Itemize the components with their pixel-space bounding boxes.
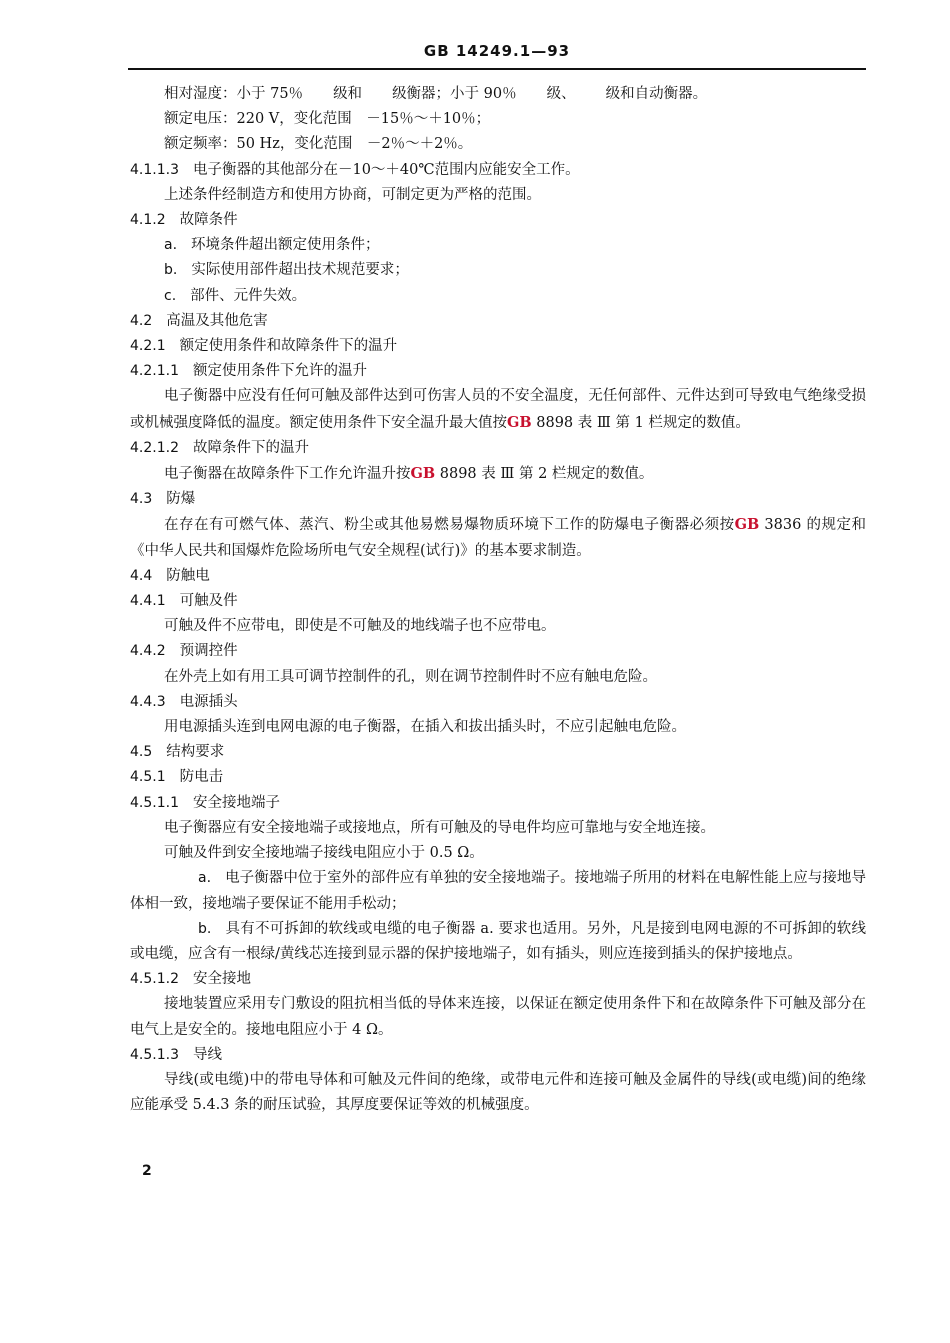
section-number: 4.4.2	[130, 643, 166, 660]
section-number: 4.5.1.2	[130, 971, 179, 988]
section-heading: 高温及其他危害	[166, 312, 268, 329]
section-number: 4.5.1.1	[130, 794, 179, 811]
list-label: a.	[164, 237, 178, 254]
section-number: 4.4.1	[130, 593, 166, 610]
section-4-3	[130, 487, 866, 512]
section-number: 4.2	[130, 312, 153, 329]
section-text: 电子衡器的其他部分在－10～＋40℃范围内应能安全工作。	[192, 161, 580, 178]
section-4-5	[130, 740, 866, 765]
section-heading: 故障条件	[179, 212, 238, 229]
section-4-2-1-1	[130, 359, 866, 384]
frequency-line: 额定频率：50 Hz，变化范围 －2％～＋2％。	[164, 136, 473, 153]
standard-reference-link[interactable]: GB	[734, 516, 760, 534]
section-heading: 结构要求	[166, 744, 225, 761]
section-heading: 可触及件	[179, 593, 238, 610]
paragraph-4-5-1-3: 导线(或电缆)中的带电导体和可触及元件间的绝缘，或带电元件和连接可触及金属件的导线(或电缆)间的绝缘应能承受 5.4.3 条的耐压试验，其厚度要保证等效的机械强度。	[130, 1071, 866, 1114]
list-item-a-grounding	[130, 866, 866, 916]
list-item-b-grounding	[130, 917, 866, 967]
section-4-5-1-1	[130, 791, 866, 816]
section-4-4	[130, 564, 866, 589]
section-4-2	[130, 309, 866, 334]
section-heading: 安全接地端子	[192, 794, 280, 811]
humidity-part-4: 级、	[546, 86, 576, 102]
section-4-2-1-2	[130, 436, 866, 461]
standard-code: GB 14249.1—93	[423, 42, 571, 60]
list-text: 部件、元件失效。	[190, 287, 307, 304]
paragraph-text: 8898 表 Ⅲ 第 2 栏规定的数值。	[435, 466, 654, 483]
section-number: 4.4	[130, 567, 153, 584]
section-number: 4.5	[130, 744, 153, 761]
paragraph-4-5-1-1-b: 可触及件到安全接地端子接线电阻应小于 0.5 Ω。	[164, 845, 484, 862]
section-heading: 防电击	[179, 769, 224, 786]
section-number: 4.3	[130, 491, 153, 508]
section-heading: 安全接地	[192, 971, 251, 988]
section-heading: 防爆	[166, 491, 196, 508]
section-heading: 防触电	[166, 567, 210, 584]
voltage-line: 额定电压：220 V，变化范围 －15％～＋10％；	[164, 111, 491, 128]
section-number: 4.2.1.1	[130, 363, 179, 380]
list-label: c.	[164, 287, 177, 304]
list-text: 电子衡器中位于室外的部件应有单独的安全接地端子。接地端子所用的材料在电解性能上应与接地导体相一致，接地端子要保证不能用手松动；	[130, 870, 866, 912]
list-item-b	[130, 258, 866, 283]
section-number: 4.2.1	[130, 338, 166, 355]
section-4-2-1	[130, 334, 866, 359]
section-heading: 故障条件下的温升	[192, 439, 309, 456]
negotiation-line: 上述条件经制造方和使用方协商，可制定更为严格的范围。	[164, 186, 541, 203]
section-4-5-1	[130, 765, 866, 790]
page-number: 2	[142, 1163, 152, 1179]
paragraph-4-3	[130, 512, 866, 563]
section-number: 4.4.3	[130, 693, 166, 710]
section-number: 4.1.2	[130, 212, 166, 229]
humidity-part-3: 级衡器；小于 90％	[392, 86, 517, 102]
section-heading: 导线	[192, 1046, 222, 1063]
paragraph-4-5-1-1-a: 电子衡器应有安全接地端子或接地点，所有可触及的导电件均应可靠地与安全地连接。	[164, 819, 715, 836]
document-body	[130, 82, 866, 1118]
list-label: a.	[198, 870, 212, 887]
section-number: 4.5.1	[130, 769, 166, 786]
section-heading: 电源插头	[179, 693, 238, 710]
list-text: 实际使用部件超出技术规范要求；	[191, 262, 409, 279]
section-heading: 额定使用条件下允许的温升	[192, 363, 367, 380]
section-4-4-3	[130, 690, 866, 715]
paragraph-text: 电子衡器中应没有任何可触及部件达到可伤害人员的不安全温度，无任何部件、元件达到可导致电气绝缘受损或机械强度降低的温度。额定使用条件下安全温升最大值按	[130, 388, 866, 431]
paragraph-text: 3836 的规定和《中华人民共和国爆炸危险场所电气安全规程(试行)》的基本要求制造。	[130, 517, 867, 559]
paragraph-text: 在存在有可燃气体、蒸汽、粉尘或其他易燃易爆物质环境下工作的防爆电子衡器必须按	[164, 517, 735, 534]
section-4-1-1-3	[130, 158, 866, 183]
paragraph-4-4-2: 在外壳上如有用工具可调节控制件的孔，则在调节控制件时不应有触电危险。	[164, 668, 657, 685]
paragraph-4-2-1-2	[130, 461, 866, 487]
paragraph-4-4-3: 用电源插头连到电网电源的电子衡器，在插入和拔出插头时，不应引起触电危险。	[164, 719, 686, 736]
section-heading: 额定使用条件和故障条件下的温升	[179, 338, 398, 355]
humidity-line	[130, 82, 866, 107]
list-text: 具有不可拆卸的软线或电缆的电子衡器 a. 要求也适用。另外，凡是接到电网电源的不可拆卸的软线或电缆，应含有一根绿/黄线芯连接到显示器的保护接地端子，如有插头，则应连接到插头的保护接地点。	[130, 920, 866, 962]
page-header	[128, 38, 866, 70]
humidity-part-2: 级和	[333, 86, 363, 102]
humidity-part-5: 级和自动衡器。	[605, 86, 708, 102]
section-4-1-2	[130, 208, 866, 233]
section-4-4-2	[130, 639, 866, 664]
list-item-c	[130, 284, 866, 309]
paragraph-4-2-1-1	[130, 384, 866, 435]
section-number: 4.2.1.2	[130, 439, 179, 456]
paragraph-text: 电子衡器在故障条件下工作允许温升按	[164, 466, 411, 483]
list-label: b.	[198, 920, 212, 937]
section-number: 4.5.1.3	[130, 1046, 179, 1063]
section-4-5-1-2	[130, 967, 866, 992]
section-4-4-1	[130, 589, 866, 614]
paragraph-text: 8898 表 Ⅲ 第 1 栏规定的数值。	[531, 414, 750, 431]
section-4-5-1-3	[130, 1043, 866, 1068]
list-label: b.	[164, 262, 178, 279]
standard-reference-link[interactable]: GB	[410, 465, 436, 483]
list-text: 环境条件超出额定使用条件；	[191, 237, 380, 254]
humidity-part-1: 相对湿度：小于 75％	[164, 86, 304, 102]
section-heading: 预调控件	[179, 643, 238, 660]
section-number: 4.1.1.3	[130, 161, 179, 178]
paragraph-4-5-1-2: 接地装置应采用专门敷设的阻抗相当低的导体来连接，以保证在额定使用条件下和在故障条件下可触及部分在电气上是安全的。接地电阻应小于 4 Ω。	[130, 996, 866, 1038]
list-item-a	[130, 233, 866, 258]
paragraph-4-4-1: 可触及件不应带电，即使是不可触及的地线端子也不应带电。	[164, 618, 556, 635]
standard-reference-link[interactable]: GB	[507, 413, 532, 431]
